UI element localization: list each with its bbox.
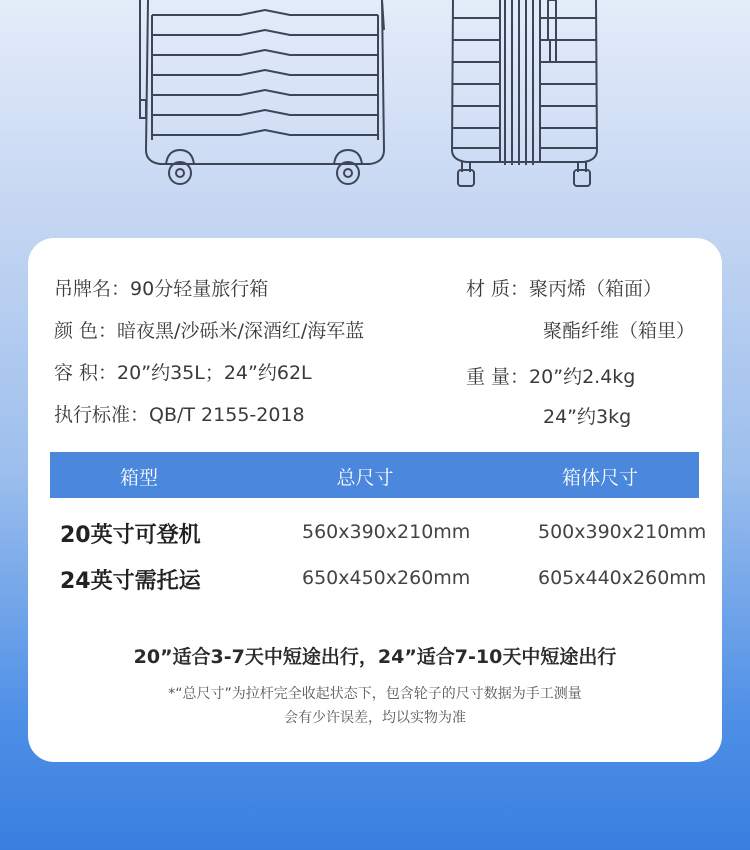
weight-value-2: 24”约3kg [543, 406, 632, 428]
brand-value: 90分轻量旅行箱 [130, 278, 269, 300]
measurement-note-line-1: *“总尺寸”为拉杆完全收起状态下，包含轮子的尺寸数据为手工测量 [168, 686, 582, 702]
luggage-illustration [0, 0, 750, 200]
spec-brand [54, 274, 268, 301]
measurement-note-line-2: 会有少许误差，均以实物为准 [284, 710, 466, 726]
material-label: 材 质： [466, 278, 530, 300]
capacity-value: 20”约35L；24”约62L [117, 362, 312, 384]
size-table-header [50, 452, 699, 498]
material-value-2: 聚酯纤维（箱里） [543, 320, 696, 342]
spec-color [54, 316, 364, 343]
table-row [50, 518, 707, 548]
spec-card [28, 238, 722, 762]
table-row [50, 564, 707, 594]
spec-material [466, 274, 662, 301]
brand-label: 吊牌名： [54, 278, 131, 300]
luggage-side-view [452, 0, 597, 186]
row-case-type: 24英寸需托运 [60, 569, 201, 594]
color-label: 颜 色： [54, 320, 118, 342]
luggage-front-view [140, 0, 384, 184]
row-total-size: 560x390x210mm [302, 521, 471, 543]
row-body-size: 500x390x210mm [538, 521, 707, 543]
row-case-type: 20英寸可登机 [60, 523, 201, 548]
spec-standard [54, 400, 305, 427]
material-value-1: 聚丙烯（箱面） [529, 278, 663, 300]
spec-capacity [54, 358, 312, 385]
weight-label: 重 量： [466, 366, 530, 388]
row-body-size: 605x440x260mm [538, 567, 707, 589]
color-value: 暗夜黑/沙砾米/深酒红/海军蓝 [117, 320, 365, 342]
usage-summary: 20”适合3-7天中短途出行，24”适合7-10天中短途出行 [133, 646, 617, 668]
row-total-size: 650x450x260mm [302, 567, 471, 589]
capacity-label: 容 积： [54, 362, 118, 384]
weight-value-1: 20”约2.4kg [529, 366, 636, 388]
header-body-size: 箱体尺寸 [561, 467, 638, 489]
standard-value: QB/T 2155-2018 [149, 404, 305, 426]
standard-label: 执行标准： [54, 404, 150, 426]
header-case-type: 箱型 [119, 467, 158, 489]
spec-weight [466, 362, 635, 389]
header-total-size: 总尺寸 [336, 467, 394, 489]
